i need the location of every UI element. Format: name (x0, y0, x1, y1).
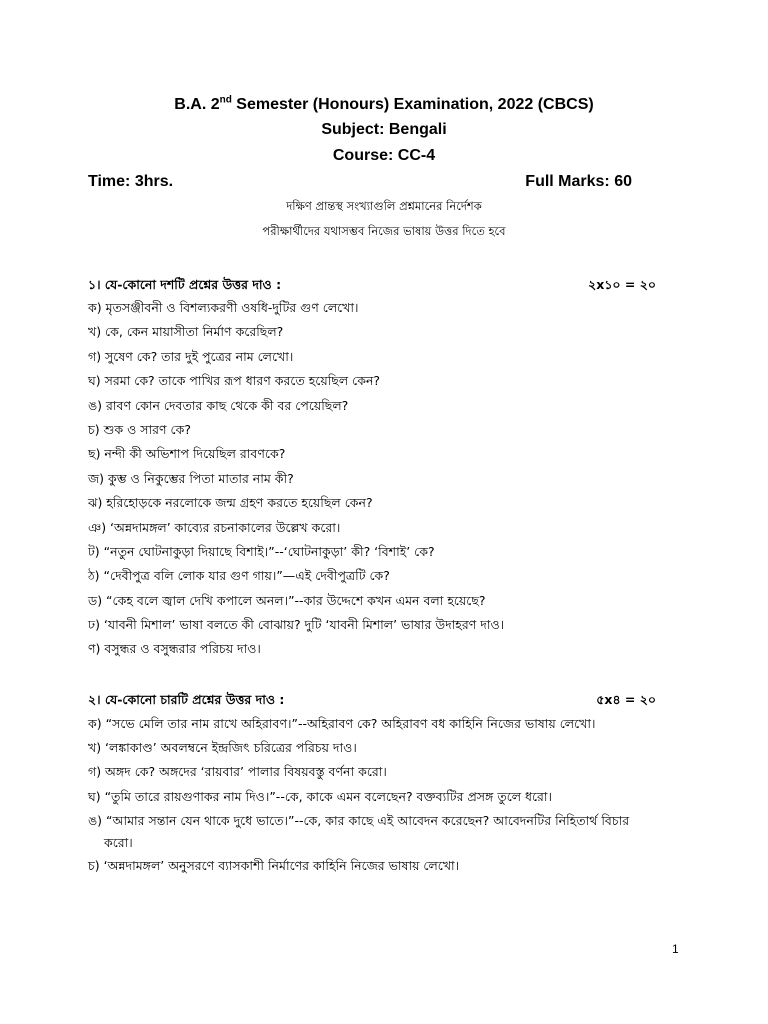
list-item: ট) “নতুন ঘোটনাকুড়া দিয়াছে বিশাই।”--‘ঘোটনাকুড়া’ কী? ‘বিশাই’ কে? (88, 543, 435, 559)
list-item: জ) কুম্ভ ও নিকুম্ভের পিতা মাতার নাম কী? (88, 470, 294, 486)
list-item: ঝ) হরিহোড়কে নরলোকে জন্ম গ্রহণ করতে হয়েছিল কেন? (88, 495, 373, 511)
exam-title: B.A. 2nd Semester (Honours) Examination, 2022 (CBCS) (174, 94, 594, 113)
list-item: ঢ) ‘যাবনী মিশাল’ ভাষা বলতে কী বোঝায়? দুটি ‘যাবনী মিশাল’ ভাষার উদাহরণ দাও। (88, 617, 505, 633)
section-1-heading (88, 275, 656, 295)
list-item-continuation: করো। (104, 834, 133, 850)
list-item: খ) কে, কেন মায়াসীতা নির্মাণ করেছিল? (88, 324, 284, 340)
section-1-questions (88, 296, 684, 662)
list-item (88, 809, 684, 854)
time-allowed: Time: 3hrs. (88, 173, 174, 190)
list-item: ঠ) “দেবীপুত্র বলি লোক যার গুণ গায়।”—এই দেবীপুত্রটি কে? (88, 568, 390, 584)
list-item: ড) “কেহ বলে জ্বাল দেখি কপালে অনল।”--কার উদ্দেশে কখন এমন বলা হয়েছে? (88, 592, 486, 608)
subject-line: Subject: Bengali (321, 121, 447, 138)
list-item: ঞ) ‘অন্নদামঙ্গল’ কাব্যের রচনাকালের উল্লেখ করো। (88, 519, 341, 535)
instruction-line-2: পরীক্ষার্থীদের যথাসম্ভব নিজের ভাষায় উত্তর দিতে হবে (262, 224, 506, 238)
section-2-heading (88, 690, 656, 710)
list-item: ক) “সভে মেলি তার নাম রাখে অহিরাবণ।”--অহিরাবণ কে? অহিরাবণ বধ কাহিনি নিজের ভাষায় লেখো। (88, 716, 596, 731)
list-item: চ) শুক ও সারণ কে? (88, 421, 191, 437)
list-item: গ) সুষেণ কে? তার দুই পুত্রের নাম লেখো। (88, 348, 294, 364)
section-2-title: ২। যে-কোনো চারটি প্রশ্নের উত্তর দাও : (88, 692, 285, 707)
section-1-title: ১। যে-কোনো দশটি প্রশ্নের উত্তর দাও : (88, 277, 282, 292)
list-item: চ) ‘অন্নদামঙ্গল’ অনুসরণে ব্যাসকাশী নির্মাণের কাহিনি নিজের ভাষায় লেখো। (88, 857, 460, 873)
section-1-marks: ২x১০ = ২০ (588, 277, 656, 292)
list-item: ঘ) “তুমি তারে রায়গুণাকর নাম দিও।”--কে, কাকে এমন বলেছেন? বক্তব্যটির প্রসঙ্গ তুলে ধরো। (88, 788, 553, 804)
instruction-line-1: দক্ষিণ প্রান্তস্থ সংখ্যাগুলি প্রশ্নমানের নির্দেশক (286, 199, 482, 213)
list-item: ণ) বসুন্ধর ও বসুন্ধরার পরিচয় দাও। (88, 641, 261, 657)
list-item: ছ) নন্দী কী অভিশাপ দিয়েছিল রাবণকে? (88, 446, 286, 462)
full-marks: Full Marks: 60 (525, 173, 632, 190)
section-2-questions (88, 712, 684, 878)
list-item: গ) অঙ্গদ কে? অঙ্গদের ‘রায়বার’ পালার বিষয়বস্তু বর্ণনা করো। (88, 764, 387, 780)
page-number: 1 (672, 942, 679, 956)
section-2-marks: ৫x৪ = ২০ (596, 692, 656, 707)
list-item: ঙ) রাবণ কোন দেবতার কাছ থেকে কী বর পেয়েছিল? (88, 397, 349, 413)
course-line: Course: CC-4 (332, 147, 436, 164)
list-item: খ) ‘লঙ্কাকাণ্ড’ অবলম্বনে ইন্দ্রজিৎ চরিত্রের পরিচয় দাও। (88, 740, 357, 756)
list-item: ক) মৃতসঞ্জীবনী ও বিশল্যকরণী ওষধি-দুটির গুণ লেখো। (88, 300, 359, 315)
list-item: ঘ) সরমা কে? তাকে পাখির রূপ ধারণ করতে হয়েছিল কেন? (88, 373, 381, 389)
list-item-text: ঙ) “আমার সন্তান যেন থাকে দুধে ভাতে।”--কে, কার কাছে এই আবেদন করেছেন? আবেদনটির নিহিতার্থ বিচার (88, 812, 630, 828)
